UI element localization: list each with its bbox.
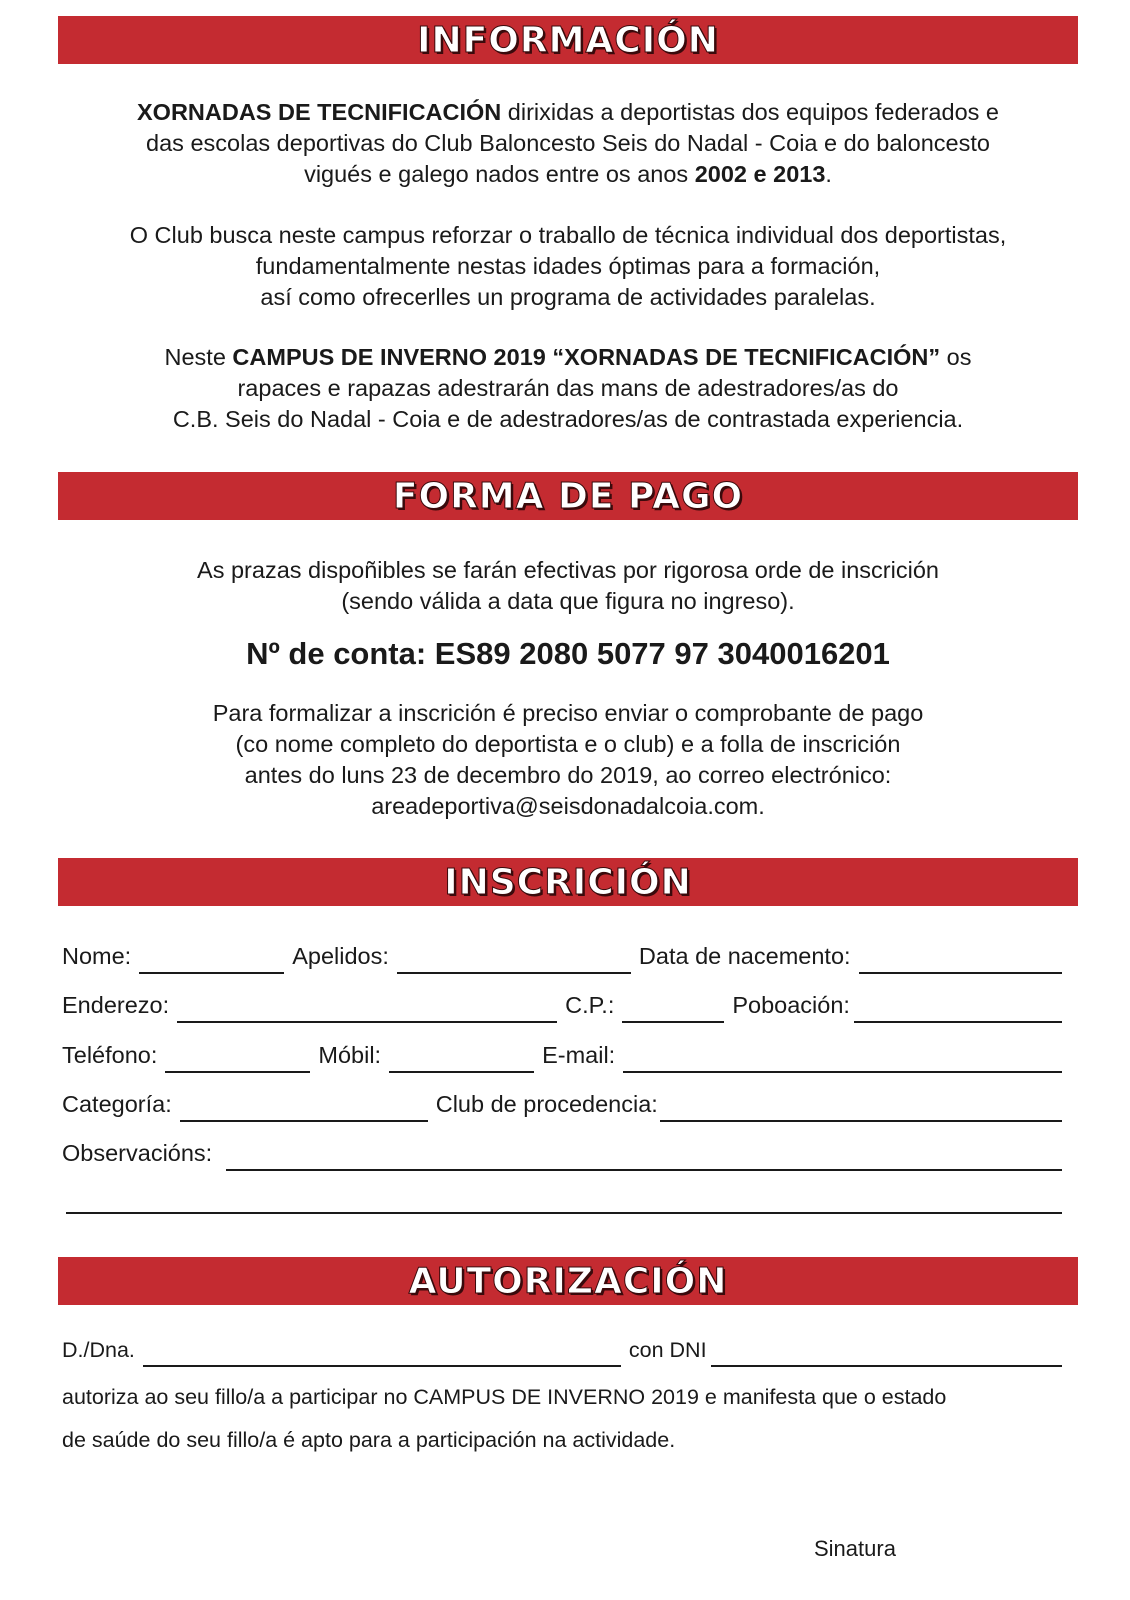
phone-field[interactable] (165, 1041, 310, 1073)
payment-paragraph-1 (58, 555, 1078, 617)
phone-label: Teléfono: (62, 1042, 158, 1068)
auth-row (62, 1333, 1062, 1367)
info-paragraph-2 (58, 220, 1078, 313)
section-title: AUTORIZACIÓN (408, 1260, 728, 1302)
info-paragraph-3 (58, 342, 1078, 435)
bold-text: CAMPUS DE INVERNO 2019 “XORNADAS DE TECNIFICACIÓN” (232, 344, 941, 370)
surname-label: Apelidos: (292, 943, 389, 969)
text: Para formalizar a inscrición é preciso enviar o comprobante de pago (212, 700, 924, 726)
text: (sendo válida a data que figura no ingreso). (341, 588, 795, 614)
section-title: INSCRICIÓN (444, 861, 692, 903)
text: Neste (164, 344, 233, 370)
email-label: E-mail: (542, 1042, 616, 1068)
text: rapaces e rapazas adestrarán das mans de adestradores/as do (237, 375, 899, 401)
form-row-2 (62, 989, 1062, 1023)
dna-field[interactable] (143, 1337, 621, 1367)
signature-label: Sinatura (814, 1536, 896, 1561)
birth-field[interactable] (859, 942, 1062, 974)
text: das escolas deportivas do Club Baloncesto Seis do Nadal - Coia e do baloncesto (146, 130, 990, 156)
text: dirixidas a deportistas dos equipos federados e (501, 99, 999, 125)
club-label: Club de procedencia: (435, 1091, 658, 1117)
email-field[interactable] (623, 1041, 1062, 1073)
surname-field[interactable] (397, 942, 631, 974)
form-row-3 (62, 1039, 1062, 1073)
dni-field[interactable] (711, 1337, 1062, 1367)
form-row-4 (62, 1088, 1062, 1122)
cp-label: C.P.: (565, 992, 615, 1018)
text: O Club busca neste campus reforzar o traballo de técnica individual dos deportistas, (129, 222, 1007, 248)
text: C.B. Seis do Nadal - Coia e de adestradores/as de contrastada experiencia. (172, 406, 964, 432)
mobile-field[interactable] (389, 1041, 534, 1073)
section-title: INFORMACIÓN (417, 19, 719, 61)
section-header-registration (58, 858, 1078, 906)
info-paragraph-1 (58, 97, 1078, 190)
mobile-label: Móbil: (318, 1042, 382, 1068)
address-label: Enderezo: (62, 992, 170, 1018)
text: . (825, 161, 832, 187)
notes-field-line-2[interactable] (66, 1212, 1062, 1214)
payment-paragraph-2 (58, 698, 1078, 822)
dna-label: D./Dna. (62, 1338, 135, 1362)
bold-text: 2002 e 2013 (694, 161, 826, 187)
name-label: Nome: (62, 943, 132, 969)
email-address: areadeportiva@seisdonadalcoia.com. (371, 793, 765, 819)
bank-account: Nº de conta: ES89 2080 5077 97 3040016201 (246, 636, 890, 671)
text: fundamentalmente nestas idades óptimas para a formación, (255, 253, 881, 279)
section-header-payment (58, 472, 1078, 520)
form-row-1 (62, 940, 1062, 974)
text: os (940, 344, 972, 370)
club-field[interactable] (660, 1090, 1062, 1122)
text: antes do luns 23 de decembro do 2019, ao correo electrónico: (244, 762, 892, 788)
bold-text: XORNADAS DE TECNIFICACIÓN (137, 99, 502, 125)
section-header-info (58, 16, 1078, 64)
name-field[interactable] (139, 942, 284, 974)
section-title: FORMA DE PAGO (392, 475, 744, 517)
category-field[interactable] (180, 1090, 428, 1122)
town-field[interactable] (854, 991, 1062, 1023)
birth-label: Data de nacemento: (638, 943, 851, 969)
section-header-authorization (58, 1257, 1078, 1305)
notes-field[interactable] (226, 1139, 1062, 1171)
text: (co nome completo do deportista e o club) e a folla de inscrición (235, 731, 901, 757)
address-field[interactable] (177, 991, 557, 1023)
text: de saúde do seu fillo/a é apto para a participación na actividade. (62, 1428, 676, 1452)
town-label: Poboación: (732, 992, 850, 1018)
cp-field[interactable] (622, 991, 724, 1023)
dni-label: con DNI (628, 1338, 707, 1362)
text: autoriza ao seu fillo/a a participar no CAMPUS DE INVERNO 2019 e manifesta que o estado (62, 1385, 947, 1409)
auth-statement (62, 1376, 1072, 1462)
text: As prazas dispoñibles se farán efectivas por rigorosa orde de inscrición (197, 557, 939, 583)
text: así como ofrecerlles un programa de actividades paralelas. (260, 284, 876, 310)
text: vigués e galego nados entre os anos (304, 161, 695, 187)
notes-label: Observacións: (62, 1140, 213, 1166)
category-label: Categoría: (62, 1091, 172, 1117)
form-row-5 (62, 1137, 1062, 1171)
